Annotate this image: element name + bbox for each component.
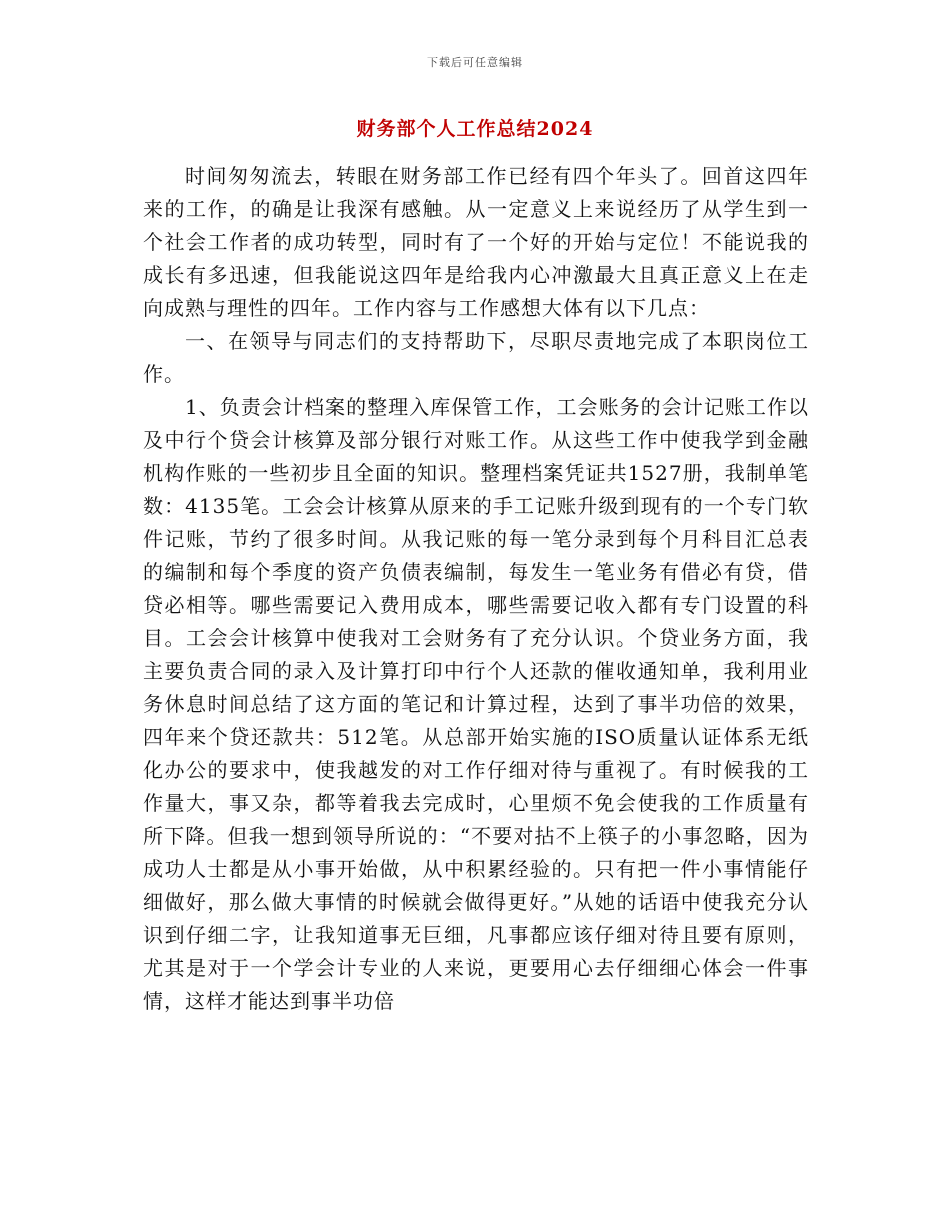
document-title: 财务部个人工作总结2024: [356, 118, 594, 140]
paragraph-item-one: 1、负责会计档案的整理入库保管工作，工会账务的会计记账工作以及中行个贷会计核算及部分银行对账工作。从这些工作中使我学到金融机构作账的一些初步且全面的知识。整理档案凭证共1527册，我制单笔数：4135笔。工会会计核算从原来的手工记账升级到现有的一个专门软件记账，节约了很多时间。从我记账的每一笔分录到每个月科目汇总表的编制和每个季度的资产负债表编制，每发生一笔业务有借必有贷，借贷必相等。哪些需要记入费用成本，哪些需要记收入都有专门设置的科目。工会会计核算中使我对工会财务有了充分认识。个贷业务方面，我主要负责合同的录入及计算打印中行个人还款的催收通知单，我利用业务休息时间总结了这方面的笔记和计算过程，达到了事半功倍的效果，四年来个贷还款共：512笔。从总部开始实施的ISO质量认证体系无纸化办公的要求中，使我越发的对工作仔细对待与重视了。有时候我的工作量大，事又杂，都等着我去完成时，心里烦不免会使我的工作质量有所下降。但我一想到领导所说的：“不要对拈不上筷子的小事忽略，因为成功人士都是从小事开始做，从中积累经验的。只有把一件小事情能仔细做好，那么做大事情的时候就会做得更好。”从她的话语中使我充分认识到仔细二字，让我知道事无巨细，凡事都应该仔细对待且要有原则，尤其是对于一个学会计专业的人来说，更要用心去仔细细心体会一件事情，这样才能达到事半功倍: [143, 395, 809, 1013]
paragraph-section-one: 一、在领导与同志们的支持帮助下，尽职尽责地完成了本职岗位工作。: [143, 329, 809, 386]
header-note: 下载后可任意编辑: [427, 56, 523, 69]
document-body: [143, 160, 809, 1018]
paragraph-intro: 时间匆匆流去，转眼在财务部工作已经有四个年头了。回首这四年来的工作，的确是让我深有感触。从一定意义上来说经历了从学生到一个社会工作者的成功转型，同时有了一个好的开始与定位！不能说我的成长有多迅速，但我能说这四年是给我内心冲激最大且真正意义上在走向成熟与理性的四年。工作内容与工作感想大体有以下几点：: [143, 164, 809, 320]
